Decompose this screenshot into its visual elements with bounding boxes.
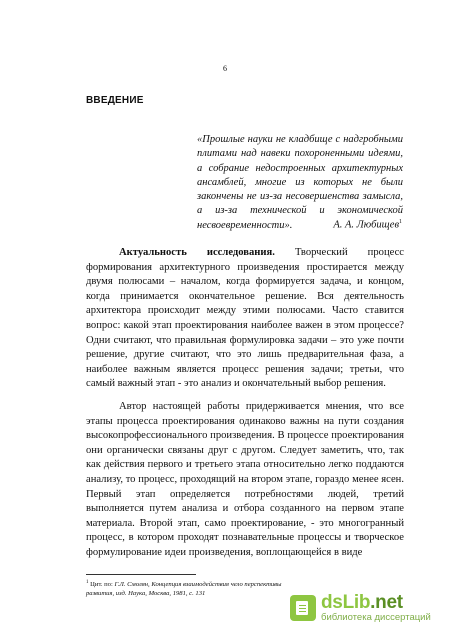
epigraph-quote: «Прошлые науки не кладбище с надгробными плитами над навеки похороненными идеями, а собрание недостроенных архитектурных ансамблей, многие из которых не были закончены не из-за несовершенства замысла, а из-за технической и экономической несвоевременности».	[197, 134, 403, 231]
watermark-text	[321, 593, 431, 623]
document-icon	[290, 595, 316, 621]
paragraph-relevance	[86, 246, 404, 392]
paragraph-author-opinion: Автор настоящей работы придерживается мнения, что все этапы процесса проектирования одинаково важны на пути создания высокопрофессионального произведения. В процессе проектирования они органически связаны друг с другом. Следует заметить, что, так как действия первого и третьего этапа относительно легко поддаются анализу, то процесс, проходящий на втором этапе, гораздо менее ясен. Первый этап определяется потребностями людей, третий выполняется путем анализа и отбора созданного на первом этапе материала. Второй этап, само проектирование, - это многогранный процесс, в котором проходят познавательные процессы и творческое формулирование идеи произведения, воплощающейся в виде	[86, 400, 404, 558]
footnote-source: Г.Л. Смолян, Концепция взаимодействия чело перспективы развития, изд. Наука, Москва, 1981, с. 131	[86, 581, 282, 598]
footnote	[86, 578, 296, 598]
chapter-heading: ВВЕДЕНИЕ	[86, 95, 144, 106]
watermark-tld: .net	[370, 592, 403, 613]
epigraph-author	[333, 219, 402, 231]
page-number: 6	[223, 64, 227, 73]
paragraph-text: Творческий процесс формирования архитектурного произведения простирается между двумя полюсами – началом, когда формируется задача, и концом, когда принимается окончательное решение. Вся деятельность архитектора происходит между этими полюсами. Часто ставится вопрос: какой этап проектирования наиболее важен в этом процессе? Одни считают, что правильная формулировка задачи – это уже почти решение, другие считают, что это лишь предварительная фаза, а наиболее важным является процесс решения задачи; третьи, что самый важный этап - это анализ и окончательный выбор решения.	[86, 247, 404, 390]
epigraph-author-name: А. А. Любищев	[333, 219, 399, 231]
footnote-mark: 1	[86, 580, 89, 585]
paragraph-lead: Актуальность исследования.	[119, 247, 275, 258]
watermark-logo	[321, 593, 431, 612]
body-text	[86, 246, 404, 560]
dslib-watermark	[290, 593, 431, 623]
footnote-reference: 1	[399, 219, 402, 225]
watermark-name: dsLib	[321, 592, 371, 613]
footnote-divider	[86, 574, 196, 575]
footnote-prefix: Цит. по:	[88, 581, 115, 589]
watermark-subtitle: библиотека диссертаций	[321, 612, 431, 623]
